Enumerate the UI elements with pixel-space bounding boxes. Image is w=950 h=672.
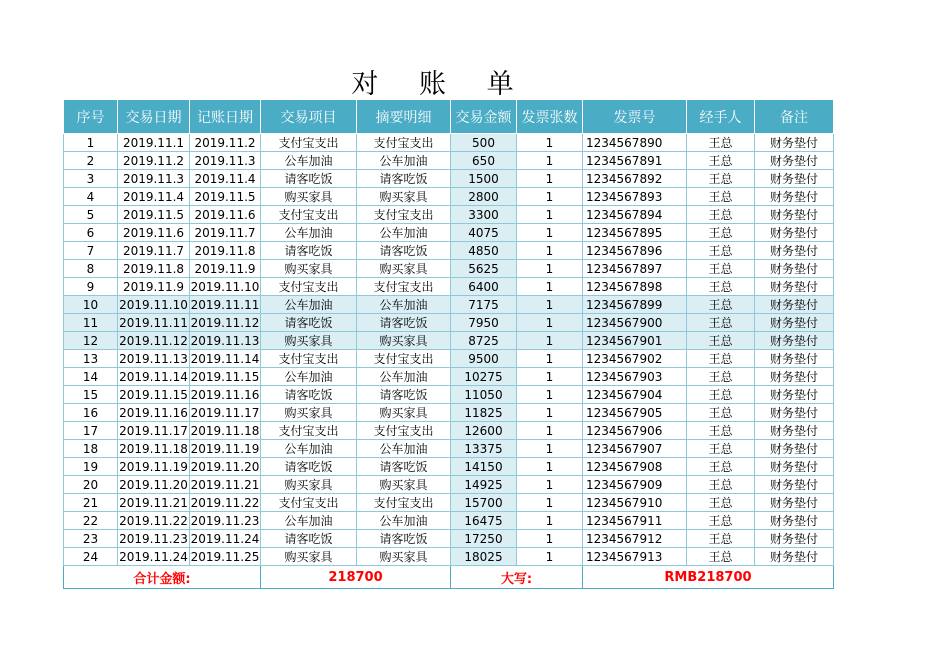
header-amount[interactable]: 交易金额 [451, 100, 517, 134]
cell-item[interactable]: 请客吃饭 [261, 314, 357, 332]
cell-amount[interactable]: 2800 [451, 188, 517, 206]
cell-invoice-count[interactable]: 1 [517, 170, 583, 188]
cell-summary[interactable]: 购买家具 [357, 548, 451, 566]
uppercase-label[interactable]: 大写: [451, 566, 583, 589]
table-row [64, 386, 834, 404]
table-row [64, 188, 834, 206]
cell-remark[interactable]: 财务垫付 [755, 314, 834, 332]
cell-index[interactable]: 7 [64, 242, 118, 260]
cell-amount[interactable]: 5625 [451, 260, 517, 278]
cell-amount[interactable]: 15700 [451, 494, 517, 512]
total-value[interactable]: 218700 [261, 566, 451, 589]
cell-trade-date[interactable]: 2019.11.7 [118, 242, 190, 260]
cell-remark[interactable]: 财务垫付 [755, 404, 834, 422]
reconciliation-table [63, 99, 834, 589]
cell-amount[interactable]: 11050 [451, 386, 517, 404]
cell-post-date[interactable]: 2019.11.11 [190, 297, 260, 312]
cell-remark[interactable]: 财务垫付 [755, 458, 834, 476]
page-title: 对 账 单 [351, 69, 530, 100]
cell-item[interactable]: 请客吃饭 [261, 242, 357, 260]
cell-item[interactable]: 公车加油 [261, 440, 357, 458]
cell-index[interactable]: 10 [64, 296, 118, 314]
header-item[interactable]: 交易项目 [261, 100, 357, 134]
cell-trade-date[interactable]: 2019.11.3 [118, 170, 190, 188]
cell-post-date[interactable]: 2019.11.5 [190, 188, 261, 206]
cell-remark[interactable]: 财务垫付 [755, 170, 834, 188]
cell-item[interactable]: 支付宝支出 [261, 494, 357, 512]
cell-remark[interactable]: 财务垫付 [755, 422, 834, 440]
cell-handler[interactable]: 王总 [687, 404, 755, 422]
cell-post-date[interactable]: 2019.11.22 [190, 495, 260, 510]
cell-post-date[interactable]: 2019.11.7 [190, 224, 261, 242]
cell-handler[interactable]: 王总 [687, 440, 755, 458]
cell-index[interactable]: 3 [64, 170, 118, 188]
cell-amount[interactable]: 14150 [451, 458, 517, 476]
cell-invoice-no[interactable]: 1234567910 [583, 494, 687, 512]
cell-invoice-count[interactable]: 1 [517, 458, 583, 476]
cell-item[interactable]: 公车加油 [261, 512, 357, 530]
table-row [64, 242, 834, 260]
cell-invoice-count[interactable]: 1 [517, 188, 583, 206]
cell-invoice-count[interactable]: 1 [517, 512, 583, 530]
cell-remark[interactable]: 财务垫付 [755, 368, 834, 386]
cell-handler[interactable]: 王总 [687, 422, 755, 440]
cell-trade-date[interactable]: 2019.11.12 [119, 333, 188, 348]
cell-remark[interactable]: 财务垫付 [755, 260, 834, 278]
cell-remark[interactable]: 财务垫付 [755, 476, 834, 494]
cell-trade-date[interactable]: 2019.11.5 [118, 206, 190, 224]
table-row [64, 206, 834, 224]
cell-remark[interactable]: 财务垫付 [755, 152, 834, 170]
cell-invoice-no[interactable]: 1234567899 [583, 296, 687, 314]
cell-invoice-count[interactable]: 1 [517, 224, 583, 242]
cell-invoice-count[interactable]: 1 [517, 242, 583, 260]
cell-index[interactable]: 15 [64, 386, 118, 404]
cell-invoice-count[interactable]: 1 [517, 260, 583, 278]
cell-trade-date[interactable]: 2019.11.17 [119, 423, 188, 438]
cell-amount[interactable]: 3300 [451, 206, 517, 224]
cell-post-date[interactable]: 2019.11.23 [190, 513, 260, 528]
cell-handler[interactable]: 王总 [687, 152, 755, 170]
cell-index[interactable]: 24 [64, 548, 118, 566]
cell-amount[interactable]: 1500 [451, 170, 517, 188]
cell-summary[interactable]: 购买家具 [357, 188, 451, 206]
cell-handler[interactable]: 王总 [687, 188, 755, 206]
total-row [64, 566, 834, 589]
table-row [64, 494, 834, 512]
cell-handler[interactable]: 王总 [687, 206, 755, 224]
cell-post-date[interactable]: 2019.11.15 [190, 369, 260, 384]
cell-invoice-no[interactable]: 1234567890 [583, 134, 687, 152]
table-row [64, 134, 834, 152]
cell-amount[interactable]: 6400 [451, 278, 517, 296]
cell-amount[interactable]: 4075 [451, 224, 517, 242]
cell-amount[interactable]: 14925 [451, 476, 517, 494]
cell-invoice-no[interactable]: 1234567903 [583, 368, 687, 386]
table-row [64, 314, 834, 332]
cell-index[interactable]: 8 [64, 260, 118, 278]
cell-index[interactable]: 9 [64, 278, 118, 296]
header-remark[interactable]: 备注 [755, 100, 834, 134]
table-row [64, 422, 834, 440]
cell-invoice-count[interactable]: 1 [517, 152, 583, 170]
cell-index[interactable]: 13 [64, 350, 118, 368]
cell-remark[interactable]: 财务垫付 [755, 512, 834, 530]
cell-summary[interactable]: 支付宝支出 [357, 278, 451, 296]
cell-trade-date[interactable]: 2019.11.4 [118, 188, 190, 206]
cell-post-date[interactable]: 2019.11.25 [190, 549, 260, 564]
cell-invoice-no[interactable]: 1234567900 [583, 314, 687, 332]
cell-post-date[interactable]: 2019.11.10 [190, 279, 260, 294]
cell-invoice-no[interactable]: 1234567894 [583, 206, 687, 224]
cell-invoice-count[interactable]: 1 [517, 332, 583, 350]
cell-invoice-no[interactable]: 1234567909 [583, 476, 687, 494]
cell-invoice-count[interactable]: 1 [517, 134, 583, 152]
table-row [64, 458, 834, 476]
cell-post-date[interactable]: 2019.11.4 [190, 170, 261, 188]
cell-handler[interactable]: 王总 [687, 314, 755, 332]
cell-invoice-no[interactable]: 1234567892 [583, 170, 687, 188]
cell-summary[interactable]: 请客吃饭 [357, 314, 451, 332]
cell-handler[interactable]: 王总 [687, 494, 755, 512]
table-row [64, 350, 834, 368]
cell-trade-date[interactable]: 2019.11.11 [119, 315, 188, 330]
cell-invoice-count[interactable]: 1 [517, 350, 583, 368]
cell-amount[interactable]: 11825 [451, 404, 517, 422]
cell-trade-date[interactable]: 2019.11.8 [118, 260, 190, 278]
cell-handler[interactable]: 王总 [687, 170, 755, 188]
cell-post-date[interactable]: 2019.11.21 [190, 477, 260, 492]
cell-invoice-count[interactable]: 1 [517, 530, 583, 548]
cell-summary[interactable]: 支付宝支出 [357, 134, 451, 152]
table-row [64, 332, 834, 350]
cell-handler[interactable]: 王总 [687, 548, 755, 566]
cell-post-date[interactable]: 2019.11.3 [190, 152, 261, 170]
table-row [64, 296, 834, 314]
cell-invoice-count[interactable]: 1 [517, 206, 583, 224]
cell-index[interactable]: 20 [64, 476, 118, 494]
cell-index[interactable]: 6 [64, 224, 118, 242]
cell-post-date[interactable]: 2019.11.18 [190, 423, 260, 438]
cell-invoice-no[interactable]: 1234567895 [583, 224, 687, 242]
cell-post-date[interactable]: 2019.11.6 [190, 206, 261, 224]
cell-remark[interactable]: 财务垫付 [755, 206, 834, 224]
cell-invoice-no[interactable]: 1234567898 [583, 278, 687, 296]
cell-invoice-no[interactable]: 1234567908 [583, 458, 687, 476]
cell-amount[interactable]: 8725 [451, 332, 517, 350]
cell-post-date[interactable]: 2019.11.2 [190, 134, 261, 152]
cell-amount[interactable]: 12600 [451, 422, 517, 440]
header-summary[interactable]: 摘要明细 [357, 100, 451, 134]
cell-index[interactable]: 12 [64, 332, 118, 350]
cell-summary[interactable]: 公车加油 [357, 296, 451, 314]
cell-amount[interactable]: 4850 [451, 242, 517, 260]
header-post-date[interactable]: 记账日期 [190, 100, 261, 134]
cell-item[interactable]: 购买家具 [261, 404, 357, 422]
cell-amount[interactable]: 9500 [451, 350, 517, 368]
cell-handler[interactable]: 王总 [687, 368, 755, 386]
cell-trade-date[interactable]: 2019.11.21 [119, 495, 188, 510]
cell-trade-date[interactable]: 2019.11.16 [119, 405, 188, 420]
cell-remark[interactable]: 财务垫付 [755, 494, 834, 512]
cell-post-date[interactable]: 2019.11.8 [190, 242, 261, 260]
cell-post-date[interactable]: 2019.11.19 [190, 441, 260, 456]
cell-summary[interactable]: 请客吃饭 [357, 170, 451, 188]
cell-trade-date[interactable]: 2019.11.15 [119, 387, 188, 402]
cell-summary[interactable]: 公车加油 [357, 368, 451, 386]
cell-trade-date[interactable]: 2019.11.23 [119, 531, 188, 546]
header-handler[interactable]: 经手人 [687, 100, 755, 134]
cell-item[interactable]: 购买家具 [261, 548, 357, 566]
cell-remark[interactable]: 财务垫付 [755, 134, 834, 152]
cell-handler[interactable]: 王总 [687, 332, 755, 350]
cell-summary[interactable]: 支付宝支出 [357, 422, 451, 440]
cell-item[interactable]: 请客吃饭 [261, 170, 357, 188]
cell-invoice-no[interactable]: 1234567906 [583, 422, 687, 440]
cell-invoice-no[interactable]: 1234567897 [583, 260, 687, 278]
cell-invoice-count[interactable]: 1 [517, 440, 583, 458]
table-row [64, 476, 834, 494]
cell-item[interactable]: 公车加油 [261, 368, 357, 386]
cell-invoice-no[interactable]: 1234567907 [583, 440, 687, 458]
cell-index[interactable]: 22 [64, 512, 118, 530]
cell-index[interactable]: 14 [64, 368, 118, 386]
cell-post-date[interactable]: 2019.11.16 [190, 387, 260, 402]
table-row [64, 152, 834, 170]
cell-handler[interactable]: 王总 [687, 386, 755, 404]
cell-item[interactable]: 支付宝支出 [261, 206, 357, 224]
cell-handler[interactable]: 王总 [687, 530, 755, 548]
table-row [64, 530, 834, 548]
cell-trade-date[interactable]: 2019.11.2 [118, 152, 190, 170]
cell-handler[interactable]: 王总 [687, 512, 755, 530]
cell-item[interactable]: 公车加油 [261, 224, 357, 242]
cell-invoice-count[interactable]: 1 [517, 278, 583, 296]
cell-handler[interactable]: 王总 [687, 242, 755, 260]
cell-summary[interactable]: 请客吃饭 [357, 530, 451, 548]
cell-trade-date[interactable]: 2019.11.13 [119, 351, 188, 366]
cell-item[interactable]: 请客吃饭 [261, 530, 357, 548]
cell-summary[interactable]: 购买家具 [357, 476, 451, 494]
table-row [64, 440, 834, 458]
cell-invoice-no[interactable]: 1234567912 [583, 530, 687, 548]
cell-invoice-no[interactable]: 1234567913 [583, 548, 687, 566]
cell-handler[interactable]: 王总 [687, 260, 755, 278]
cell-item[interactable]: 支付宝支出 [261, 422, 357, 440]
cell-summary[interactable]: 购买家具 [357, 260, 451, 278]
cell-remark[interactable]: 财务垫付 [755, 242, 834, 260]
cell-summary[interactable]: 公车加油 [357, 512, 451, 530]
cell-item[interactable]: 请客吃饭 [261, 458, 357, 476]
cell-invoice-count[interactable]: 1 [517, 368, 583, 386]
cell-remark[interactable]: 财务垫付 [755, 440, 834, 458]
cell-remark[interactable]: 财务垫付 [755, 278, 834, 296]
cell-post-date[interactable]: 2019.11.20 [190, 459, 260, 474]
cell-amount[interactable]: 7175 [451, 296, 517, 314]
cell-invoice-count[interactable]: 1 [517, 404, 583, 422]
uppercase-value[interactable]: RMB218700 [583, 566, 834, 589]
cell-remark[interactable]: 财务垫付 [755, 548, 834, 566]
cell-invoice-count[interactable]: 1 [517, 548, 583, 566]
table-row [64, 170, 834, 188]
table-row [64, 548, 834, 566]
cell-invoice-no[interactable]: 1234567901 [583, 332, 687, 350]
cell-summary[interactable]: 公车加油 [357, 152, 451, 170]
cell-summary[interactable]: 支付宝支出 [357, 206, 451, 224]
cell-post-date[interactable]: 2019.11.9 [190, 260, 261, 278]
cell-amount[interactable]: 18025 [451, 548, 517, 566]
cell-item[interactable]: 支付宝支出 [261, 278, 357, 296]
cell-invoice-no[interactable]: 1234567902 [583, 350, 687, 368]
cell-remark[interactable]: 财务垫付 [755, 188, 834, 206]
cell-amount[interactable]: 650 [451, 152, 517, 170]
table-body [64, 134, 834, 566]
cell-summary[interactable]: 购买家具 [357, 332, 451, 350]
cell-summary[interactable]: 请客吃饭 [357, 458, 451, 476]
cell-index[interactable]: 18 [64, 440, 118, 458]
cell-invoice-count[interactable]: 1 [517, 476, 583, 494]
table-row [64, 278, 834, 296]
cell-trade-date[interactable]: 2019.11.22 [119, 513, 188, 528]
cell-amount[interactable]: 16475 [451, 512, 517, 530]
cell-invoice-count[interactable]: 1 [517, 494, 583, 512]
cell-amount[interactable]: 7950 [451, 314, 517, 332]
cell-item[interactable]: 公车加油 [261, 152, 357, 170]
cell-summary[interactable]: 公车加油 [357, 224, 451, 242]
cell-trade-date[interactable]: 2019.11.1 [118, 134, 190, 152]
cell-trade-date[interactable]: 2019.11.24 [119, 549, 188, 564]
cell-index[interactable]: 17 [64, 422, 118, 440]
cell-invoice-no[interactable]: 1234567905 [583, 404, 687, 422]
cell-post-date[interactable]: 2019.11.12 [190, 315, 260, 330]
table-row [64, 260, 834, 278]
header-invoice-no[interactable]: 发票号 [583, 100, 687, 134]
cell-handler[interactable]: 王总 [687, 476, 755, 494]
cell-trade-date[interactable]: 2019.11.20 [119, 477, 188, 492]
cell-trade-date[interactable]: 2019.11.14 [119, 369, 188, 384]
cell-invoice-no[interactable]: 1234567896 [583, 242, 687, 260]
header-index[interactable]: 序号 [64, 100, 118, 134]
cell-handler[interactable]: 王总 [687, 278, 755, 296]
cell-trade-date[interactable]: 2019.11.9 [118, 278, 190, 296]
cell-item[interactable]: 支付宝支出 [261, 350, 357, 368]
cell-index[interactable]: 19 [64, 458, 118, 476]
cell-amount[interactable]: 10275 [451, 368, 517, 386]
cell-summary[interactable]: 公车加油 [357, 440, 451, 458]
cell-invoice-no[interactable]: 1234567891 [583, 152, 687, 170]
cell-summary[interactable]: 购买家具 [357, 404, 451, 422]
cell-invoice-count[interactable]: 1 [517, 422, 583, 440]
cell-handler[interactable]: 王总 [687, 134, 755, 152]
cell-invoice-count[interactable]: 1 [517, 296, 583, 314]
cell-summary[interactable]: 支付宝支出 [357, 350, 451, 368]
table-row [64, 512, 834, 530]
table-row [64, 404, 834, 422]
cell-index[interactable]: 11 [64, 314, 118, 332]
cell-index[interactable]: 21 [64, 494, 118, 512]
header-invoice-count[interactable]: 发票张数 [517, 100, 583, 134]
cell-invoice-count[interactable]: 1 [517, 386, 583, 404]
cell-summary[interactable]: 支付宝支出 [357, 494, 451, 512]
table-row [64, 224, 834, 242]
cell-index[interactable]: 1 [64, 134, 118, 152]
cell-index[interactable]: 2 [64, 152, 118, 170]
cell-invoice-count[interactable]: 1 [517, 314, 583, 332]
cell-index[interactable]: 4 [64, 188, 118, 206]
cell-item[interactable]: 购买家具 [261, 260, 357, 278]
cell-index[interactable]: 5 [64, 206, 118, 224]
cell-trade-date[interactable]: 2019.11.19 [119, 459, 188, 474]
cell-remark[interactable]: 财务垫付 [755, 224, 834, 242]
cell-handler[interactable]: 王总 [687, 296, 755, 314]
header-row [64, 100, 834, 134]
cell-invoice-no[interactable]: 1234567893 [583, 188, 687, 206]
table-row [64, 368, 834, 386]
cell-remark[interactable]: 财务垫付 [755, 332, 834, 350]
cell-item[interactable]: 购买家具 [261, 476, 357, 494]
cell-summary[interactable]: 请客吃饭 [357, 242, 451, 260]
cell-post-date[interactable]: 2019.11.13 [190, 333, 260, 348]
cell-handler[interactable]: 王总 [687, 350, 755, 368]
cell-remark[interactable]: 财务垫付 [755, 386, 834, 404]
cell-remark[interactable]: 财务垫付 [755, 296, 834, 314]
cell-post-date[interactable]: 2019.11.17 [190, 405, 260, 420]
cell-index[interactable]: 16 [64, 404, 118, 422]
total-label[interactable]: 合计金额: [64, 566, 261, 589]
cell-item[interactable]: 请客吃饭 [261, 386, 357, 404]
cell-handler[interactable]: 王总 [687, 458, 755, 476]
cell-post-date[interactable]: 2019.11.24 [190, 531, 260, 546]
cell-amount[interactable]: 13375 [451, 440, 517, 458]
cell-remark[interactable]: 财务垫付 [755, 530, 834, 548]
cell-remark[interactable]: 财务垫付 [755, 350, 834, 368]
cell-item[interactable]: 购买家具 [261, 332, 357, 350]
cell-summary[interactable]: 请客吃饭 [357, 386, 451, 404]
cell-post-date[interactable]: 2019.11.14 [190, 351, 260, 366]
header-trade-date[interactable]: 交易日期 [118, 100, 190, 134]
cell-invoice-no[interactable]: 1234567904 [583, 386, 687, 404]
cell-trade-date[interactable]: 2019.11.18 [119, 441, 188, 456]
cell-item[interactable]: 支付宝支出 [261, 134, 357, 152]
cell-trade-date[interactable]: 2019.11.10 [119, 297, 188, 312]
cell-amount[interactable]: 500 [451, 134, 517, 152]
cell-amount[interactable]: 17250 [451, 530, 517, 548]
cell-index[interactable]: 23 [64, 530, 118, 548]
cell-handler[interactable]: 王总 [687, 224, 755, 242]
cell-invoice-no[interactable]: 1234567911 [583, 512, 687, 530]
cell-item[interactable]: 公车加油 [261, 296, 357, 314]
cell-trade-date[interactable]: 2019.11.6 [118, 224, 190, 242]
cell-item[interactable]: 购买家具 [261, 188, 357, 206]
